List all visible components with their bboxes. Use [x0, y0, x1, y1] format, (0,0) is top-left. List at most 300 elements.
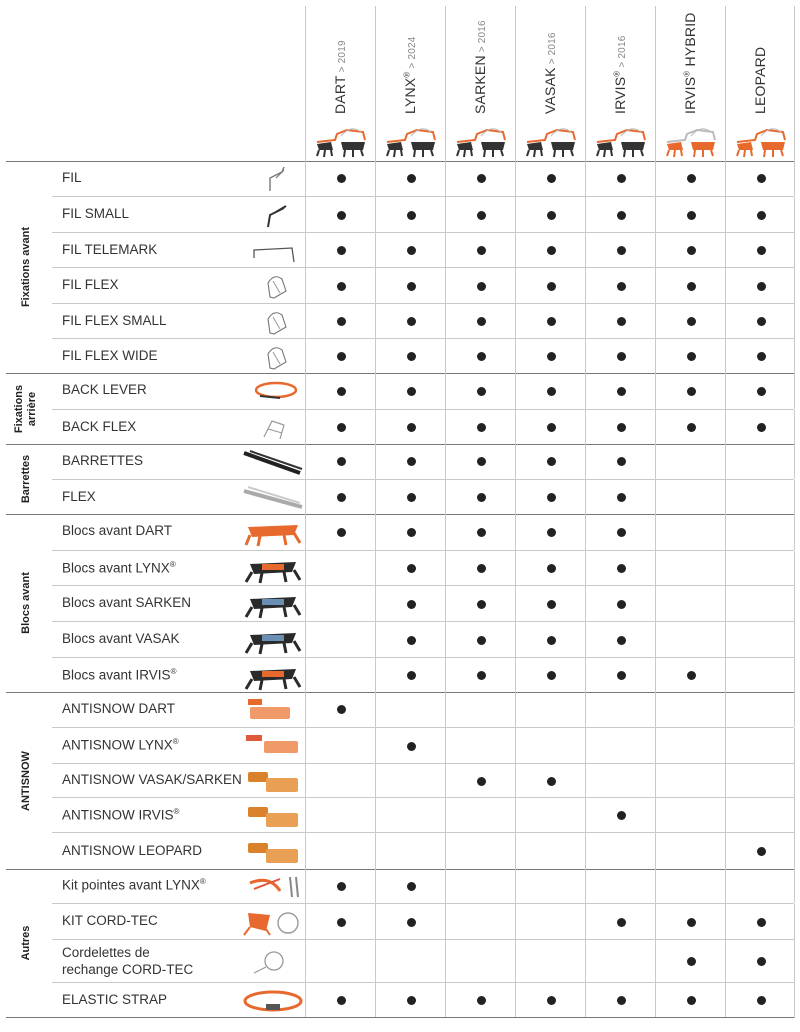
compat-cell [725, 728, 796, 764]
compat-cell [725, 551, 796, 586]
compatible-dot [477, 423, 486, 432]
compatible-dot [757, 211, 766, 220]
compat-cell [515, 410, 586, 445]
table-row [52, 338, 794, 374]
column-name-text: LYNX [402, 77, 418, 114]
compatible-dot [407, 387, 416, 396]
registered-mark: ® [682, 70, 692, 77]
table-row [52, 903, 794, 940]
row-label-text: Cordelettes de [62, 945, 150, 960]
compat-cell [515, 514, 586, 550]
table-row [52, 267, 794, 304]
compat-cell [515, 339, 586, 374]
back-flex-icon [240, 413, 306, 443]
group-label [20, 533, 33, 673]
compat-cell [305, 339, 376, 374]
compat-cell [445, 197, 516, 233]
column-header-sarken [445, 6, 516, 162]
compat-cell [725, 940, 796, 983]
compat-cell [585, 586, 656, 622]
compatible-dot [477, 246, 486, 255]
column-name-text: IRVIS [612, 76, 628, 114]
compatible-dot [337, 882, 346, 891]
compatible-dot [407, 996, 416, 1005]
compatible-dot [407, 882, 416, 891]
compat-cell [305, 586, 376, 622]
column-name-text: DART [332, 75, 348, 114]
compat-cell [305, 764, 376, 798]
row-label [62, 313, 167, 328]
compatible-dot [547, 777, 556, 786]
table-row [52, 763, 794, 798]
compatible-dot [547, 996, 556, 1005]
compatible-dot [407, 317, 416, 326]
row-label-text: FIL FLEX WIDE [62, 347, 158, 363]
compat-cell [305, 833, 376, 870]
row-label-text: FIL SMALL [62, 206, 130, 221]
compat-cell [515, 304, 586, 339]
compatible-dot [617, 246, 626, 255]
compatible-dot [337, 918, 346, 927]
crampon-icon [521, 120, 581, 160]
compatible-dot [617, 918, 626, 927]
compatible-dot [757, 317, 766, 326]
compat-cell [585, 798, 656, 833]
column-name [612, 36, 628, 114]
compat-cell [515, 728, 586, 764]
compatible-dot [407, 528, 416, 537]
compat-cell [585, 940, 656, 983]
row-label [62, 944, 193, 978]
compat-cell [585, 304, 656, 339]
compatible-dot [477, 211, 486, 220]
table-row [52, 832, 794, 870]
compat-cell [445, 764, 516, 798]
fil-flex-small-icon [240, 307, 306, 337]
compat-cell [375, 304, 446, 339]
crampon-icon [661, 120, 721, 160]
compatible-dot [547, 387, 556, 396]
compatible-dot [547, 528, 556, 537]
compat-cell [305, 197, 376, 233]
crampon-icon [311, 120, 371, 160]
compatible-dot [337, 387, 346, 396]
compatible-dot [687, 211, 696, 220]
compatible-dot [477, 600, 486, 609]
row-label-text: FIL FLEX SMALL [62, 312, 167, 328]
compatible-dot [687, 352, 696, 361]
compatible-dot [477, 528, 486, 537]
compat-cell [445, 658, 516, 693]
row-label [62, 453, 143, 468]
compatible-dot [477, 352, 486, 361]
compat-cell [585, 764, 656, 798]
compatible-dot [617, 671, 626, 680]
row-right-border [794, 410, 795, 445]
column-variant: HYBRID [682, 12, 698, 71]
row-label [62, 170, 82, 185]
front-block-irvis-icon [240, 661, 306, 691]
compatible-dot [547, 493, 556, 502]
group-label-line: Fixations [13, 384, 25, 433]
column-header-irvis-hybrid [655, 6, 726, 162]
compat-cell [515, 692, 586, 727]
group-label-text: Autres [20, 925, 32, 961]
row-label-text: KIT CORD-TEC [62, 913, 158, 928]
compat-cell [445, 551, 516, 586]
row-label-text: BARRETTES [62, 452, 144, 468]
compatible-dot [757, 423, 766, 432]
compatible-dot [477, 564, 486, 573]
row-label [62, 489, 96, 504]
row-label [62, 419, 136, 434]
row-right-border [794, 764, 795, 798]
compat-cell [445, 480, 516, 515]
row-label-text: FLEX [62, 488, 96, 504]
front-block-vasak-icon [240, 625, 306, 655]
compat-cell [655, 869, 726, 903]
compat-cell [655, 692, 726, 727]
compatible-dot [617, 811, 626, 820]
fil-flex-icon [240, 271, 306, 301]
row-label-text: ANTISNOW LYNX [62, 737, 173, 753]
compat-cell [655, 197, 726, 233]
compatible-dot [337, 705, 346, 714]
column-name-text: IRVIS [682, 76, 698, 114]
row-label-text: BACK FLEX [62, 418, 137, 434]
compat-cell [655, 268, 726, 304]
column-name [682, 12, 698, 114]
compatible-dot [337, 317, 346, 326]
row-label-text: FIL TELEMARK [62, 241, 158, 257]
cord-icon [240, 947, 306, 977]
registered-mark: ® [172, 737, 179, 746]
compat-cell [445, 304, 516, 339]
compat-cell [375, 197, 446, 233]
table-row [52, 692, 794, 727]
row-label [62, 206, 129, 221]
compat-cell [445, 869, 516, 903]
compat-cell [655, 410, 726, 445]
back-lever-icon [240, 376, 306, 406]
compat-cell [725, 692, 796, 727]
group-label [20, 873, 33, 1013]
compatible-dot [477, 174, 486, 183]
compat-cell [725, 339, 796, 374]
compat-cell [655, 161, 726, 196]
compatible-dot [407, 246, 416, 255]
row-label [62, 737, 179, 753]
compatible-dot [477, 493, 486, 502]
column-name-text: SARKEN [472, 55, 488, 114]
column-header-dart [305, 6, 376, 162]
compatible-dot [547, 457, 556, 466]
registered-mark: ® [170, 666, 177, 676]
compatible-dot [617, 528, 626, 537]
fil-small-icon [240, 200, 306, 230]
row-right-border [794, 622, 795, 658]
compat-cell [585, 983, 656, 1018]
compat-cell [515, 940, 586, 983]
compat-cell [305, 658, 376, 693]
column-name [752, 47, 768, 114]
row-right-border [794, 268, 795, 304]
compat-cell [445, 410, 516, 445]
compatible-dot [407, 211, 416, 220]
compat-cell [445, 983, 516, 1018]
compat-cell [655, 622, 726, 658]
compatible-dot [547, 423, 556, 432]
compat-cell [585, 869, 656, 903]
compatible-dot [337, 996, 346, 1005]
compat-cell [515, 551, 586, 586]
compatible-dot [477, 457, 486, 466]
compat-cell [585, 161, 656, 196]
compat-cell [445, 586, 516, 622]
column-name [402, 37, 418, 115]
compatible-dot [617, 211, 626, 220]
compat-cell [305, 480, 376, 515]
compatible-dot [757, 282, 766, 291]
compat-cell [375, 161, 446, 196]
compatible-dot [547, 352, 556, 361]
crampon-icon [591, 120, 651, 160]
registered-mark: ® [169, 559, 176, 569]
compat-cell [515, 373, 586, 409]
compatible-dot [617, 352, 626, 361]
column-header-irvis [585, 6, 656, 162]
row-label-text: FIL [62, 169, 82, 185]
compatible-dot [617, 996, 626, 1005]
row-label [62, 242, 157, 257]
compat-cell [445, 161, 516, 196]
compat-cell [375, 764, 446, 798]
registered-mark: ® [199, 877, 206, 886]
compat-cell [655, 480, 726, 515]
compat-cell [375, 514, 446, 550]
compat-cell [445, 904, 516, 940]
compat-cell [305, 304, 376, 339]
row-label [62, 992, 167, 1007]
compat-cell [305, 373, 376, 409]
antisnow-dart-icon [240, 695, 306, 725]
compat-cell [375, 268, 446, 304]
compatible-dot [477, 317, 486, 326]
column-name [542, 32, 558, 114]
compat-cell [515, 658, 586, 693]
compatible-dot [687, 671, 696, 680]
compat-cell [655, 339, 726, 374]
compatible-dot [407, 457, 416, 466]
compat-cell [375, 983, 446, 1018]
compat-cell [445, 692, 516, 727]
row-label [62, 631, 180, 646]
flex-bar-icon [240, 483, 306, 513]
compatible-dot [687, 174, 696, 183]
compat-cell [375, 444, 446, 479]
compat-cell [585, 904, 656, 940]
compat-cell [375, 586, 446, 622]
kit-points-icon [240, 871, 306, 901]
row-right-border [794, 551, 795, 586]
table-row [52, 869, 794, 903]
table-row [52, 550, 794, 586]
table-row [52, 982, 794, 1018]
compat-cell [305, 692, 376, 727]
compat-cell [655, 904, 726, 940]
compat-cell [375, 940, 446, 983]
row-label-text: FIL FLEX [62, 277, 119, 292]
compat-cell [585, 514, 656, 550]
compat-cell [725, 622, 796, 658]
row-right-border [794, 904, 795, 940]
compatible-dot [407, 493, 416, 502]
compatible-dot [547, 317, 556, 326]
row-label [62, 348, 158, 363]
compat-cell [515, 904, 586, 940]
row-label [62, 772, 242, 787]
compat-cell [515, 233, 586, 268]
compatible-dot [757, 957, 766, 966]
compat-cell [515, 764, 586, 798]
row-right-border [794, 233, 795, 268]
compatible-dot [687, 957, 696, 966]
compatible-dot [407, 423, 416, 432]
compat-cell [725, 798, 796, 833]
row-label [62, 560, 176, 576]
row-label-text: Blocs avant LYNX [62, 560, 170, 575]
row-label [62, 382, 147, 397]
row-right-border [794, 586, 795, 622]
compatible-dot [617, 423, 626, 432]
compat-cell [725, 161, 796, 196]
compat-cell [445, 940, 516, 983]
row-label [62, 701, 175, 716]
compatible-dot [687, 918, 696, 927]
table-row [52, 621, 794, 658]
compatible-dot [617, 174, 626, 183]
row-right-border [794, 339, 795, 374]
compat-cell [305, 514, 376, 550]
compat-cell [515, 586, 586, 622]
compat-cell [375, 551, 446, 586]
compat-cell [655, 798, 726, 833]
compatible-dot [477, 282, 486, 291]
group-label-text: Fixations avant [20, 226, 32, 308]
row-right-border [794, 983, 795, 1018]
compat-cell [725, 197, 796, 233]
barrettes-icon [240, 447, 306, 477]
compatible-dot [337, 457, 346, 466]
row-label-text-line2: rechange CORD-TEC [62, 962, 194, 977]
front-block-lynx-icon [240, 554, 306, 584]
antisnow-lynx-icon [240, 731, 306, 761]
compat-cell [655, 983, 726, 1018]
compat-cell [585, 410, 656, 445]
row-right-border [794, 728, 795, 764]
row-label [62, 807, 179, 823]
compat-cell [725, 869, 796, 903]
row-right-border [794, 161, 795, 196]
table-row [52, 303, 794, 339]
compatible-dot [687, 282, 696, 291]
column-year: > 2024 [407, 36, 418, 72]
compatible-dot [547, 174, 556, 183]
compat-cell [375, 622, 446, 658]
compatible-dot [407, 174, 416, 183]
row-right-border [794, 798, 795, 833]
compat-cell [725, 444, 796, 479]
row-label-text: ANTISNOW IRVIS [62, 807, 174, 822]
compatible-dot [477, 387, 486, 396]
compat-cell [375, 728, 446, 764]
crampon-icon [381, 120, 441, 160]
row-right-border [794, 514, 795, 550]
compat-cell [655, 586, 726, 622]
row-right-border [794, 444, 795, 479]
group-label-text: ANTISNOW [20, 750, 32, 811]
compat-cell [655, 764, 726, 798]
compat-cell [445, 833, 516, 870]
compat-cell [655, 728, 726, 764]
compat-cell [445, 514, 516, 550]
compatible-dot [757, 246, 766, 255]
compat-cell [445, 444, 516, 479]
compat-cell [515, 268, 586, 304]
compatible-dot [757, 996, 766, 1005]
compat-cell [585, 233, 656, 268]
compat-cell [585, 480, 656, 515]
antisnow-irvis-icon [240, 801, 306, 831]
compat-cell [375, 373, 446, 409]
compat-cell [445, 798, 516, 833]
compat-cell [725, 480, 796, 515]
compat-cell [305, 444, 376, 479]
compat-cell [725, 233, 796, 268]
compat-cell [305, 410, 376, 445]
compatible-dot [757, 174, 766, 183]
compat-cell [585, 622, 656, 658]
compat-cell [445, 373, 516, 409]
compat-cell [375, 904, 446, 940]
group-label-text: Blocs avant [20, 572, 32, 634]
compat-cell [725, 983, 796, 1018]
compat-cell [725, 410, 796, 445]
compatible-dot [757, 847, 766, 856]
column-year: > 2019 [337, 40, 348, 76]
compat-cell [515, 444, 586, 479]
compatible-dot [407, 671, 416, 680]
compat-cell [515, 622, 586, 658]
compatible-dot [337, 352, 346, 361]
compatible-dot [337, 282, 346, 291]
compat-cell [655, 833, 726, 870]
row-label-text: ANTISNOW VASAK/SARKEN [62, 772, 242, 787]
front-block-dart-icon [240, 517, 306, 547]
column-name-text: VASAK [542, 67, 558, 114]
compat-cell [655, 940, 726, 983]
compatible-dot [757, 387, 766, 396]
compat-cell [375, 339, 446, 374]
compatible-dot [687, 423, 696, 432]
compat-cell [375, 798, 446, 833]
row-label [62, 877, 206, 893]
compat-cell [305, 233, 376, 268]
compatible-dot [337, 423, 346, 432]
compat-cell [585, 197, 656, 233]
compat-cell [725, 833, 796, 870]
row-label [62, 277, 119, 292]
